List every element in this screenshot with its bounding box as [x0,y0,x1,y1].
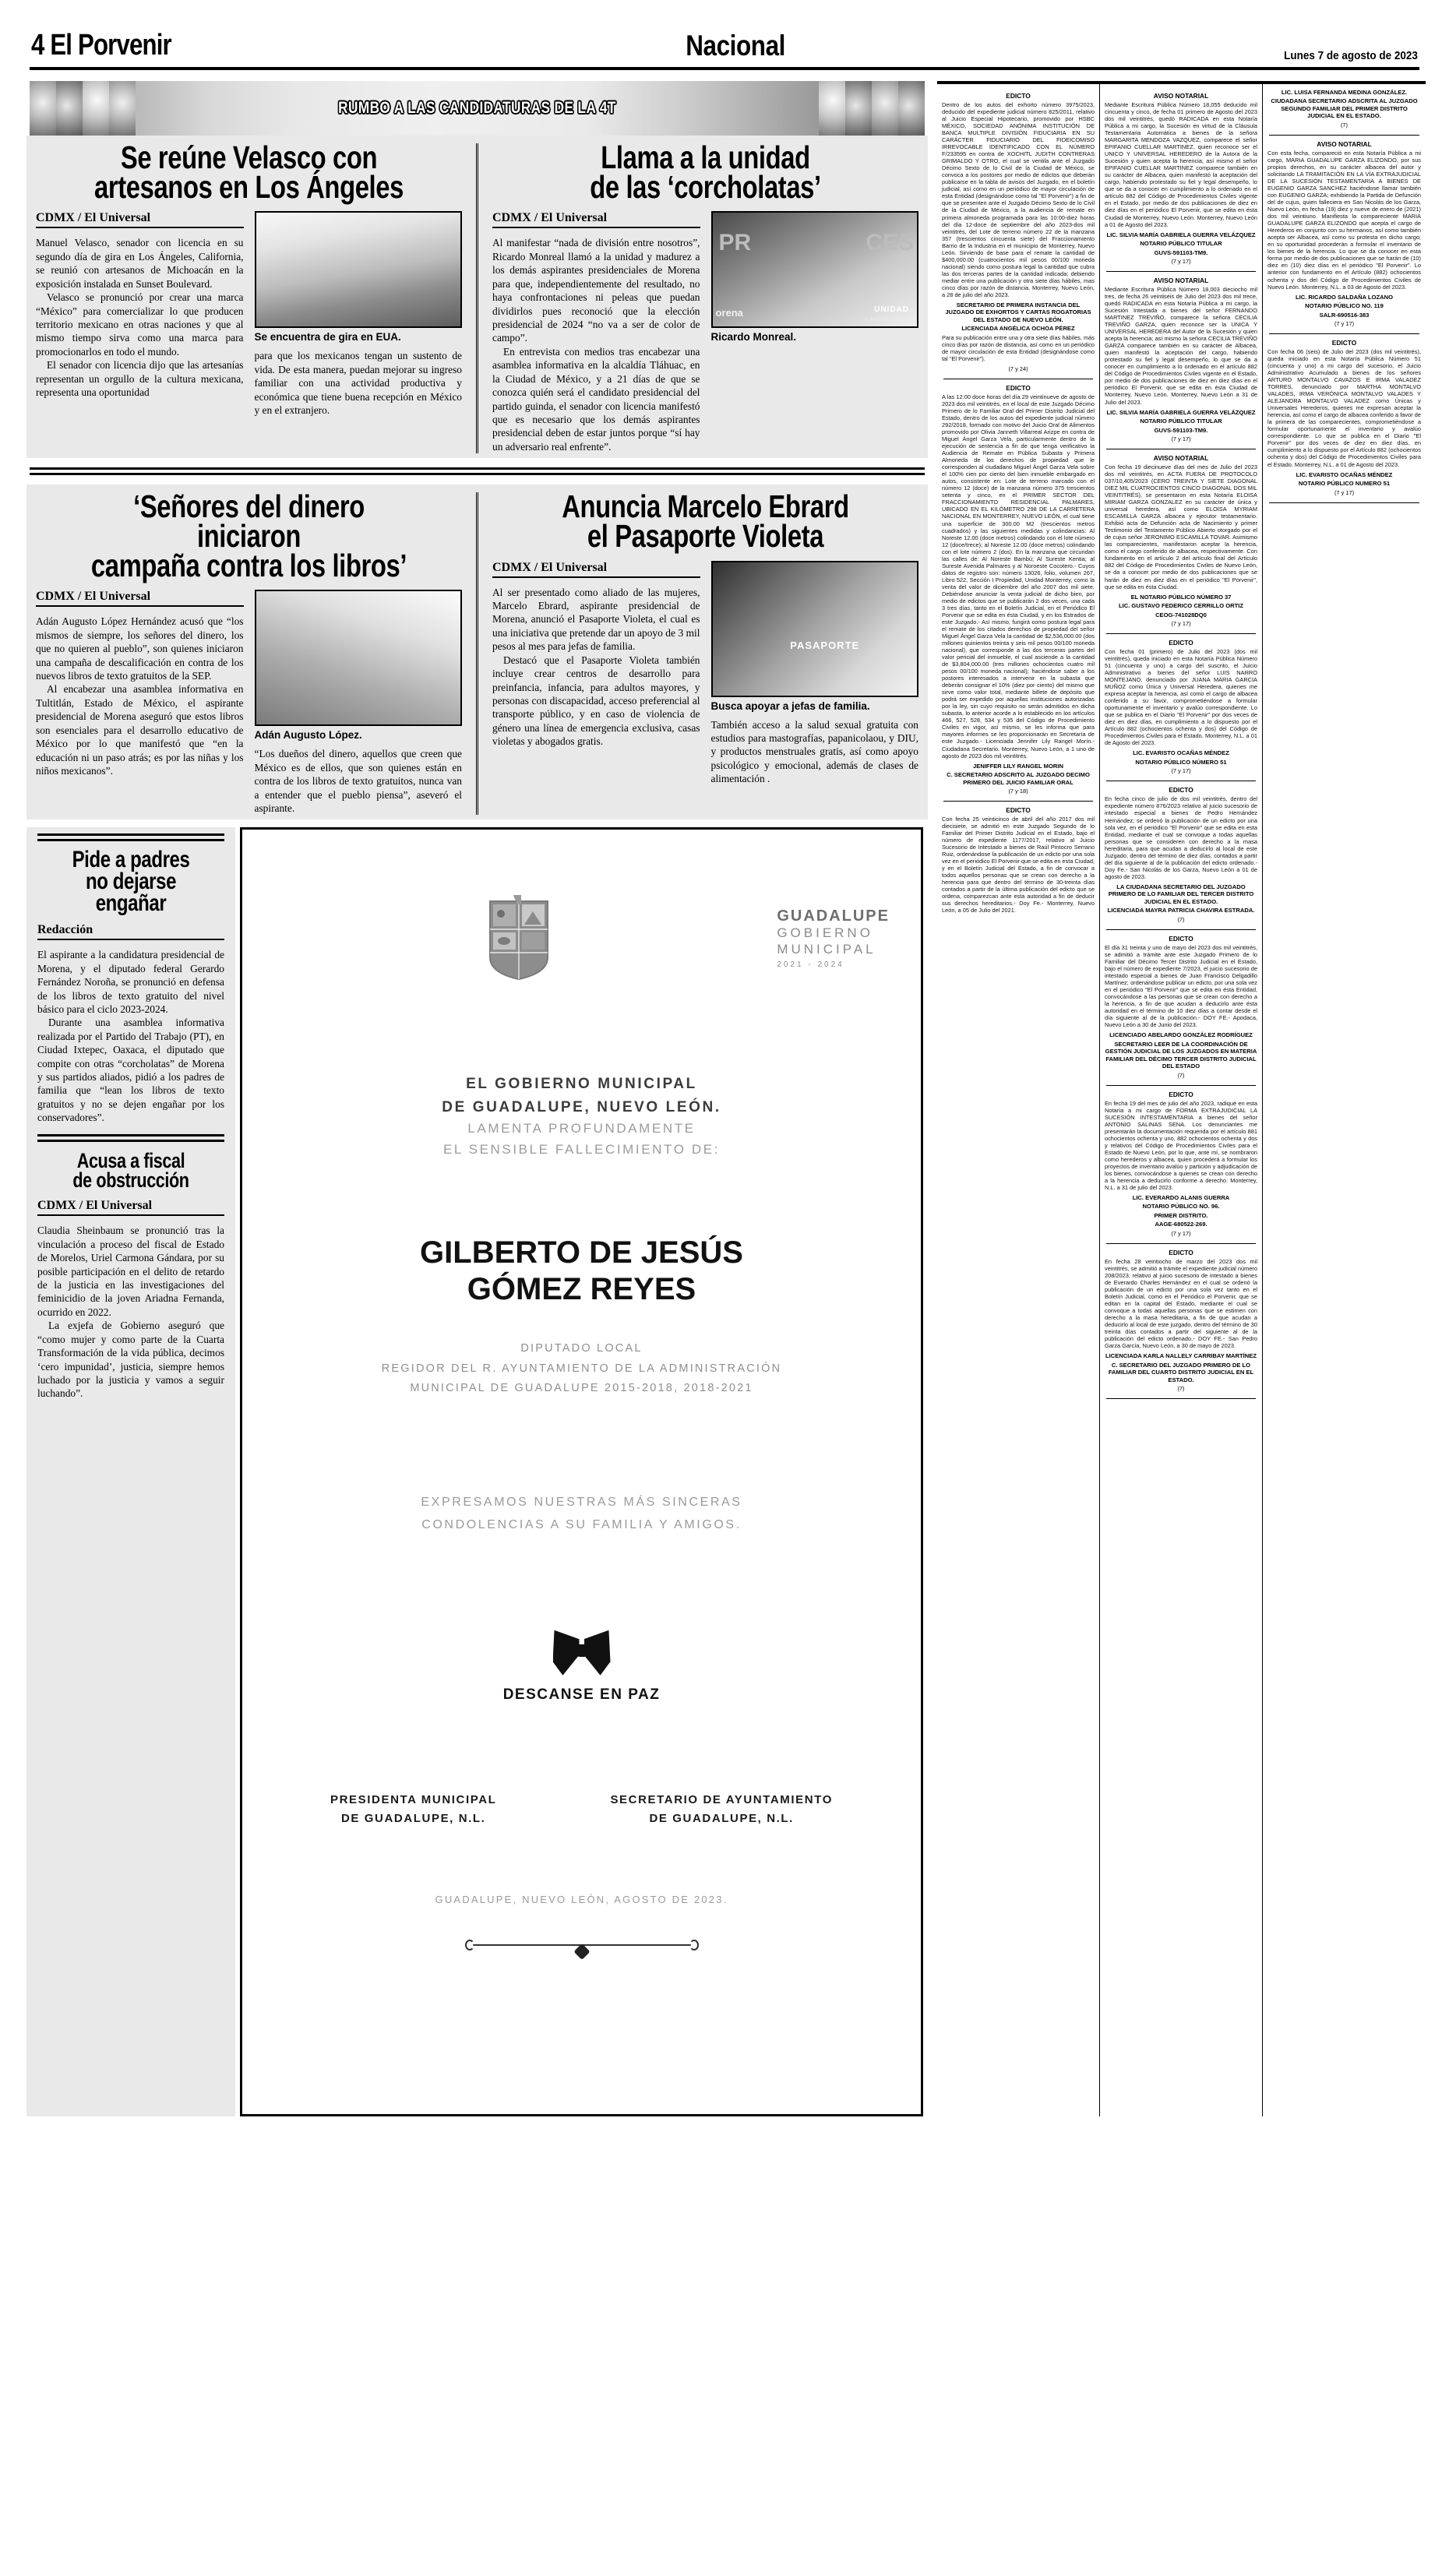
legal-notice-divider [1269,502,1419,503]
column-divider [476,143,478,453]
legal-notice-signatory: LIC. EVARISTO OCAÑAS MÉNDEZ [1133,749,1229,757]
legal-notice-signatory: NOTARIO PÚBLICO NO. 119 [1305,302,1384,310]
headline-padres: Pide a padres no dejarse engañar [72,847,190,916]
deceased-role-3: MUNICIPAL DE GUADALUPE 2015-2018, 2018-2021 [410,1382,753,1395]
legal-notice-signatory: LICENCIADA ANGÉLICA OCHOA PÉREZ [961,325,1075,333]
news-column [26,81,928,2116]
byline-padres: Redacción [37,923,224,940]
photo-text: PR [718,230,752,256]
legal-notice-heading: EDICTO [1169,786,1193,795]
legal-notice-heading: EDICTO [1331,339,1357,347]
stories-row-2 [26,485,928,819]
article-libros [33,488,471,815]
logo-line-2: GOBIERNO [777,925,873,941]
legal-notice-signatory: CIUDADANA SECRETARIO ADSCRITA AL JUZGADO SEGUNDO FAMILIAR DEL PRIMER DISTRITO JUDICIAL EN EL ESTADO. [1271,97,1418,120]
legal-notice-heading: EDICTO [1169,934,1193,943]
obituary-advertisement-wrap [235,827,928,2116]
article-paragraph: Velasco se pronunció por crear una marca “México” para comercializar lo que producen territorio mexicano en otras naciones y que al mismo tiempo sirva como una marca para promocionarlos en todo el mundo. [36,291,244,358]
obituary-signatures [273,1791,890,1828]
article-fiscal [37,1148,224,1401]
page-body [26,81,1423,2116]
legal-notice-signatory: SECRETARIO LEER DE LA COORDINACIÓN DE GESTIÓN JUDICIAL DE LOS JUZGADOS EN MATERIA FAMILIAR DEL DÉCIMO TERCER DISTRITO JUDICIAL DEL ESTADO [1105,1040,1257,1070]
photo-overlay [713,213,918,326]
legal-notice-divider [1106,633,1256,634]
legal-notice-signatory: LIC. EVARISTO OCAÑAS MÉNDEZ [1296,470,1393,478]
photo-monreal [711,211,919,328]
logo-line-3: MUNICIPAL [777,942,876,957]
legal-notice-heading: EDICTO [1006,92,1031,100]
legal-notice-divider [1106,1085,1256,1086]
deceased-role-2: REGIDOR DEL R. AYUNTAMIENTO DE LA ADMINISTRACIÓN [381,1362,782,1375]
coat-of-arms-icon [485,895,552,981]
article-ebrard [483,488,922,815]
deceased-name [273,1235,890,1308]
photo-text: Y MOVILIZACIÓN [864,317,912,323]
issue-date: Lunes 7 de agosto de 2023 [1284,49,1418,62]
legal-notice-signatory: NOTARIO PÚBLICO NUMERO 51 [1298,480,1391,488]
legal-notice-divider [1269,135,1419,136]
legal-notice-publication-dates: (7 y 17) [1171,258,1191,266]
signature-right-line-2: DE GUADALUPE, N.L. [649,1811,794,1825]
legal-notice-body: Para su publicación entre una y otra siete días hábiles, más cinco días por razón de distancia, así como en un periódico de mayor circulación de esta Entidad (designándose como tal "El Porvenir"). [942,333,1095,362]
legal-notice-signatory: GUVS-591103-TM9. [1154,248,1208,256]
signature-left [330,1791,496,1828]
obituary-advertisement [240,827,923,2116]
article-paragraph: La exjefa de Gobierno aseguró que “como mujer y como parte de la Cuarta Transformación de la vida pública, decimos ‘cero impunidad’, justicia, siempre hemos luchado por la justicia y vamos a seguir luchando”. [37,1320,224,1400]
deceased-name-line-2: GÓMEZ REYES [467,1272,696,1307]
rest-in-peace-text: DESCANSE EN PAZ [502,1686,661,1703]
article-paragraph: Manuel Velasco, senador con licencia en su segundo día de gira en Los Ángeles, California, se reunió con artesanos de Michoacán en la exposición instalada en Sunset Boulevard. [36,237,244,290]
legal-notice-body: Dentro de los autos del exhorto número 3975/2023, deducido del expediente judicial número 825/2011, relativo al Juicio Especial Hipotecario, promovido por HSBC MÉXICO, SOCIEDAD ANÓNIMA INSTITUCIÓN DE BANCA MULTIPLE DIVISIÓN FIDUCIARIA EN SU CARÁCTER FIDUCIARIO DEL FIDEICOMISO IRREVOCABLE IDENTIFICADO CON EL NÚMERO F/233595 en contra de XOCHITL JUDITH CONTRERAS GRIMALDO Y OTRO, el cual se ventila ante el Juzgado Décimo Sexto de lo Civil de la Ciudad de México, se convoca a los postores por medio de edictos que deberán publicarse en la tabla de avisos del Juzgado, en el boletín judicial, así como en un periódico de mayor circulación de esta Entidad (designándose como tal "El Porvenir") a fin de que se presenten ante el Juzgado Décimo Sexto de lo Civil de la Ciudad de México, a la audiencia de remate en primera almoneda programada para las 10:00-diez horas del día 12-doce de septiembre del año 2023-dos mil veintitrés, del Lote de terreno número 22 de la manzana 357 (trescientos cincuenta siete) del Fraccionamiento Barrio de la Industria en el municipio de Monterrey, Nuevo León. Sirviendo de base para el remate la cantidad de $400,000.00 (cuatrocientos mil pesos 00/100 moneda nacional) siendo como postura legal la cantidad que cubra las dos terceras partes de la cantidad indicada; debiendo mediar entre una publicación y otra siete días hábiles, mas cinco días por razón de distancia. Monterrey, Nuevo León, a 28 de julio del año 2023. [942,101,1095,298]
obituary-place-date: GUADALUPE, NUEVO LEÓN, AGOSTO DE 2023. [435,1893,728,1905]
deceased-role-1: DIPUTADO LOCAL [520,1342,643,1355]
article-paragraph: También acceso a la salud sexual gratuita con estudios para mastografías, papanicolaou, y DIU, y productos menstruales gratis, así como apoyo psicológico y emocional, además de clases de alimentación . [710,718,918,785]
article-paragraph: Al ser presentado como aliado de las mujeres, Marcelo Ebrard, aspirante presidencial de Morena, anunció el Pasaporte Violeta, el cual es una iniciativa que pretende dar un apoyo de 3 mil pesos al mes para jefas de familia. [492,586,700,653]
legal-notice-signatory: NOTARIO PÚBLICO NÚMERO 51 [1135,758,1227,766]
article-paragraph: para que los mexicanos tengan un sustento de vida. De esta manera, puedan mejorar su ingreso familiar con una actividad productiva y económica que tiene buena recepción en México y en el extranjero. [254,350,462,417]
legal-notice-publication-dates: (7 y 17) [1171,620,1191,628]
legal-notice-publication-dates: (7) [1177,915,1185,923]
article-paragraph: El aspirante a la candidatura presidencial de Morena, y el diputado federal Gerardo Fernández Noroña, se pronunció en defensa de los libros de texto gratuito del nivel básico para el ciclo 2023-2024. [37,949,224,1015]
legal-notice-heading: AVISO NOTARIAL [1153,92,1209,100]
signature-right-line-1: SECRETARIO DE AYUNTAMIENTO [610,1792,833,1806]
legal-notice-signatory: NOTARIO PÚBLICO NO. 96. [1142,1203,1220,1210]
legal-notice-signatory: LIC. SILVIA MARÍA GABRIELA GUERRA VELÁZQUEZ [1106,408,1256,416]
byline-ebrard: CDMX / El Universal [492,561,700,578]
headline-velasco: Se reúne Velasco con artesanos en Los Ángeles [94,139,404,205]
legal-notice-heading: EDICTO [1006,806,1031,815]
photo-overlay [713,562,918,696]
article-paragraph: Durante una asamblea informativa realizada por el Partido del Trabajo (PT), en Ciudad Ixtepec, Oaxaca, el diputado que compite con otras “corcholatas” de Morena y sus partidos aliados, pidió a los padres de familia que “lean los libros de texto gratuitos y no se dejen engañar por los conservadores”. [37,1017,224,1124]
legal-notice-signatory: LICENCIADO ABELARDO GONZÁLEZ RODRÍGUEZ [1109,1031,1253,1039]
signature-right [610,1791,833,1828]
legal-notice-publication-dates: (7 y 17) [1171,767,1191,775]
logo-line-4: 2021 - 2024 [777,960,844,969]
legal-notice-signatory: C. SECRETARIO DEL JUZGADO PRIMERO DE LO FAMILIAR DEL CUARTO DISTRITO JUDICIAL EN EL ESTADO. [1108,1361,1254,1383]
legal-notice-signatory: LICENCIADA MAYRA PATRICIA CHAVIRA ESTRADA. [1107,907,1255,914]
sidebar-articles [26,827,235,2116]
legal-notice-signatory: CEOG-741028DQ0 [1155,611,1207,618]
legal-notice-divider [943,801,1093,802]
flourish-ornament-icon [465,1936,699,1968]
legal-notice-signatory: AAGE-680522-269. [1155,1221,1208,1228]
legal-notice-publication-dates: (7 y 17) [1334,320,1355,328]
legal-notice-publication-dates: (7 y 17) [1334,488,1355,496]
headline-ebrard: Anuncia Marcelo Ebrard el Pasaporte Violeta [562,488,849,554]
legal-notice-body: En fecha 19 del mes de julio del año 2023, radiqué en esta Notaría a mi cargo de FORMA EXTRAJUDICIAL LA SUCESIÓN INTESTAMENTARIA a bienes del señor ANTONIO SALINAS SENA. Los denunciantes me presentarán la documentación requerida por el artículo 881 ochocientos ochenta y uno, 882 ochocientos ochenta y dos y relativos del Código de Procedimientos Civiles para el Estado de Nuevo León, por lo que, ante mí, se nombraron como herederos y albacea, quien procederá a formular los proyectos de inventario avalúo y partición y adjudicación de los bienes, convocándose a quienes se crean con derecho a la herencia a deducirlo conforme a derecho. Monterrey, N.L. a 31 de julio del 2023. [1105,1099,1257,1191]
byline-libros: CDMX / El Universal [36,590,244,607]
legal-notice-body: Con fecha 01 (primero) de Julio del 2023 (dos mil veintitrés), queda iniciado en esta Notaría Pública Número 51 (cincuenta y uno) a cargo del suscrito, el Juicio Administrativo a bienes del señor LUIS NARRO MONTEJANO, denunciado por JUANA MARIA GARCIA MUÑOZ como Única y Universal Heredera, quienes me expresa aceptar la herencia, así como el cargo de albacea conferido a su favor, comprometiéndose a formular oportunamente el inventario y avalúo correspondiente. Lo que se publica en el Diario "El Porvenir" por dos veces de diez en diez días, en cumplimiento a lo dispuesto por el Artículo 882 (ochocientos ochenta y dos) del Código de Procedimientos Civiles para el Estado. Monterrey, N.L. a 01 de Agosto del 2023. [1105,648,1257,747]
photo-text: orena [715,307,743,319]
legal-notice-heading: AVISO NOTARIAL [1317,139,1372,148]
legal-notice-body: A las 12:00 doce horas del día 29 veintinueve de agosto de 2023 dos mil veintitrés, en el local de este Juzgado Décimo Primero de lo Familiar Oral del Primer Distrito Judicial del Estado, dentro de los autos del expediente judicial número 292/2018, formado con motivo del Juicio Oral de Alimentos promovido por Olivia Janneth Villarreal Arizpe en contra de Miguel Ángel Garza Vela, particularmente dentro de la ejecución de sentencia a fin de que tenga verificativo la Audiencia de Remate en Pública Subasta y Primera Almoneda de los derechos de propiedad que le corresponden al ciudadano Miguel Ángel Garza Vela sobre el 100% cien por ciento del bien inmueble embargado en autos, consistente en: Lote de terreno marcado con el número 12 (doce) de la manzana número 375 trescientos setenta y cinco, en el PRIMER SECTOR DEL FRACCIONAMIENTO RESIDENCIAL PALMARES, UBICADO EN EL KILÓMETRO 298 DE LA CARRETERA NACIONAL EN MONTERREY, NUEVO LEÓN, el cual tiene una superficie de 300.00 M2 (trescientos metros cuadrados) y las siguientes medidas y colindancias: Al Noreste 12.00 (doce metros) colindando con el lote número 12 (doce/trece); al Noreste 12.00 (doce metros) colindando con el lote número 2 (dos). En la manzana que circundan las calles de: Al Noreste Bambú; Al Sureste Kentia; al Sureste Avenida Palmares y al Noroeste Cocotero.- Cuyos datos de registro son: número 13026, folio, volumen 267, Libro 522, Sección I Propiedad, Unidad Monterrey, como la venta del valor de diciembre del año 2007 dos mil siete. Debiéndose anunciar la venta judicial de dicho bien, por medio de edictos que se publicarán 2 dos veces, una cada 3 tres días, tanto en el Boletín Judicial, en el Periódico El Porvenir que se edita en ésta Ciudad, y en los Estrados de este Juzgado.- Así mismo, fungirá como postura legal para el remate de los citados derechos de propiedad del señor Miguel Ángel Garza Vela la cantidad de $2,536,000.00 (dos millones quinientos treinta y seis mil pesos 00/100 moneda nacional), que corresponde a las dos terceras partes del valor pericial del inmueble, el cual asciende a la cantidad de $3,804,000.00 (tres millones ochocientos cuatro mil pesos 00/100 moneda nacional); haciéndose saber a los postores interesados a intervenir en la subasta que deberán consignar el 10% (diez por ciento) del mismo que sirve como valor total, mediante billete de depósito que podrá ser expedido por aquellas instituciones autorizadas por la ley, sin cuyo requisito no serán admitidos en dicha subasta, lo anterior acorde a lo establecido en los artículos 466, 527, 528, 534 y 535 del Código de Procedimiento Civiles en vigor, así mismo, se les informa que para mayores informes se les proporcionarán en Secretaría de este Juzgado.- Licenciada Jennifer Lily Rangel Morín.-Ciudadana Secretario. Monterrey, Nuevo León, a 1 uno de agosto de 2023 dos mil veintitrés. [942,393,1095,759]
photo-text: PASAPORTE [790,639,860,651]
column-divider [476,492,478,815]
guadalupe-logo-text [777,907,890,970]
photo-caption: Busca apoyar a jefas de familia. [710,700,870,712]
legal-notice-signatory: GUVS-591103-TM9. [1154,426,1208,434]
legal-notice-divider [1106,1243,1256,1244]
masthead [26,22,1423,62]
section-separator [37,1134,224,1142]
legal-notice-heading: EDICTO [1006,383,1031,392]
guadalupe-logo [273,895,890,981]
legal-notice-signatory: PRIMER DISTRITO. [1154,1211,1208,1219]
article-paragraph: Claudia Sheinbaum se pronunció tras la vinculación a proceso del fiscal de Estado de Morelos, Uriel Carmona Gándara, por su posible participación en el delito de retardo de la justicia en las investigaciones del feminicidio de la joven Ariadna Fernanda, ocurrido en 2022. [37,1225,224,1318]
photo-caption: Se encuentra de gira en EUA. [254,331,401,344]
legal-notice-divider [1106,271,1256,272]
legal-notice-divider [1106,1398,1256,1399]
lower-section [26,827,928,2116]
obituary-lead-line-1: EL GOBIERNO MUNICIPAL [466,1076,697,1093]
legal-notice-body: Con fecha 06 (seis) de Julio del 2023 (dos mil veintitrés), queda iniciado en esta Notaría Pública Número 51 (cincuenta y uno) a mi cargo del sucesorio, el Juicio Administrativo Acumulado a bienes de los señores ARTURO MONTALVO CAVAZOS E IRMA VALADEZ TORRES, denunciado por MARTHA MONTALVO VALADES, IRMA VERÓNICA MONTALVO VALADES Y ALEJANDRA MONTALVO VALADEZ como Únicas y Universales Herederos, quienes me expresan aceptar la herencia, así como el cargo de albacea conferido a favor de la primera de las comparecientes, comprometiéndose a formular oportunamente el inventario y avalúo correspondiente. Lo que se publica en el Diario "El Porvenir" por dos veces de diez en diez días, en cumplimiento a lo dispuesto por el Artículo 882 (ochocientos ochenta y dos) del Código de Procedimientos Civiles para el Estado. Monterrey, N.L. a 01 de Agosto del 2023. [1267,348,1421,468]
logo-line-1: GUADALUPE [777,907,890,925]
byline-fiscal: CDMX / El Universal [37,1199,224,1216]
article-paragraph: “Los dueños del dinero, aquellos que creen que México es de ellos, que son quienes están en contra de los libros de texto gratuitos, nunca van a entender que el pueblo piensa”, aseveró el aspirante. [254,748,462,815]
legal-notice-publication-dates: (7 y 24) [1008,365,1028,372]
legal-notice-signatory: LIC. GUSTAVO FEDERICO CERRILLO ORTIZ [1118,602,1244,610]
condolences-line-2: CONDOLENCIAS A SU FAMILIA Y AMIGOS. [421,1518,742,1532]
legal-notice-divider [1269,333,1419,334]
legal-notice-signatory: LIC. LUISA FERNANDA MEDINA GONZÁLEZ. [1281,89,1408,96]
article-monreal [483,139,922,453]
photo-caption: Ricardo Monreal. [710,331,797,344]
photo-text: CES [866,230,914,256]
legal-notice-divider [1106,929,1256,930]
article-padres [37,849,224,1124]
obituary-lead-line-3: LAMENTA PROFUNDAMENTE [467,1121,696,1136]
legal-notice-body: Con esta fecha, compareció en esta Notaría Pública a mi cargo, MARIA GUADALUPE GARZA ELIZONDO, por sus propios derechos, en su carácter albacea del autor y solicitando LA TRAMITACIÓN EN LA VÍA EXTRAJUDICIAL DE LA SUCESIÓN TESTAMENTARIA A BIENES DE EUGENIO GARZA SANCHEZ haciéndose llamar también con EUGENIO GARZA; exhibiendo la Partida de Defunción del de cujus, quien falleciera en San Nicolás de los Garza, Nuevo León, en fecha (19) diez y nueve de enero de (2021) dos mil veintiuno. Manifiesta la compareciente MARIA GUADALUPE GARZA ELIZONDO que acepta el cargo de Herederos en conjunto con su hermanos, así como también acepta ser Albacea, así como su protesta en dicho cargo; en su oportunidad procederán a formular el inventario de los bienes de la herencia. Lo que se da conocer en esta forma por medio de dos publicaciones que se harán de (10) diez en (10) diez días en el periódico "El Porvenir". Lo anterior con fundamento en el Artículo (882) ochocientos ochenta y dos del Código de Procedimientos Civiles de Nuevo León. Monterrey, N.L. a 03 de Agosto del 2023. [1267,149,1421,291]
legal-notice-publication-dates: (7) [1340,121,1349,129]
legal-notice-signatory: LA CIUDADANA SECRETARIO DEL JUZGADO PRIMERO DE LO FAMILIAR DEL TERCER DISTRITO JUDICIAL EN EL ESTADO. [1108,883,1254,905]
legal-notice-heading: AVISO NOTARIAL [1153,277,1209,285]
photo-velasco [255,211,463,328]
legal-notice-body: Con fecha 25 veinticinco de abril del año 2017 dos mil diecisiete, se admitió en este Juzgado Segundo de lo Familiar del Primer Distrito Judicial en el Estado, bajo el número de expediente 1177/2017, relativo al Juicio Sucesorio de Intestado a bienes de Raúl Pintocro Serrano Ruiz, ordenándose la publicación de un edicto por una sola vez en el periódico El Porvenir que se edita en esta Ciudad, y en el Boletín Judicial del Estado, a fin de convocar a todos aquellos personas que se crean con derecho a la herencia para que dentro del término de 30-treinta días contados a partir de la última publicación del edicto que se ordena, comparezcan ante esta autoridad a fin de deducir sus derechos hereditarios.- Doy Fe.- Monterrey, Nuevo León, a 05 de Julio del 2021. [942,816,1095,914]
legal-notice-publication-dates: (7) [1177,1071,1185,1079]
byline-monreal: CDMX / El Universal [492,211,700,228]
headline-monreal: Llama a la unidad de las ‘corcholatas’ [590,139,821,205]
legal-notice-signatory: LIC. EVERARDO ALANIS GUERRA [1132,1193,1230,1201]
legal-notice-body: Mediante Escritura Pública Número 18,003 dieciocho mil tres, de fecha 26 veintiséis de Julio del 2023 dos mil trece, quedó RADICADA en esta Notaría Pública a mi cargo, la Sucesión Intestada a bienes del señor FERNANDO MARTINEZ TREVIÑO, comparece la señora CECILIA TREVIÑO GARZA, quien reconoce ser la UNICA Y UNIVERSAL HEREDERA del Autor de la Sucesión y quien acepta la herencia; así mismo la señora CECILIA TREVIÑO GARZA comparece también en su carácter de Albacea, quien manifestó la aceptación del cargo, habiendo protestado su fiel y legal desempeño, lo que se da a conocer en cumplimiento a lo ordenado en el artículo 882 del Código de Procedimientos Civiles vigente en el Estado, por medio de dos publicaciones de diez en diez días en el periódico El Porvenir, que se edita en ésta Ciudad de Monterrey, Nuevo León. Monterrey, Nuevo León a 31 de Julio del 2023. [1105,286,1257,406]
condolences-line-1: EXPRESAMOS NUESTRAS MÁS SINCERAS [421,1495,742,1509]
banner-label: RUMBO A LAS CANDIDATURAS DE LA 4T [338,99,616,117]
deceased-roles [273,1339,890,1398]
legal-notice-publication-dates: (7 y 17) [1171,1229,1191,1237]
article-paragraph: Adán Augusto López Hernández acusó que “los mismos de siempre, los señores del dinero, los que no quieren al pueblo”, son quienes iniciaron una campaña de descalificación en contra de los nuevos libros de texto gratuitos de la SEP. [36,615,244,682]
legal-notice-body: Mediante Escritura Pública Número 18,055 deducido mil cincuenta y cinco, de fecha 01 primero de Agosto del 2023 dos mil veintitrés, quedó RADICADA en esta Notaría Pública a mi cargo, la Sucesión en virtud de la Cláusula Testamentaria Automática a bienes de la señora MARGARITA MENDOZA VAZQUEZ, comparece el señor EPIFANIO CUELLAR MARTINEZ, quien reconoce ser el UNICO Y UNIVERSAL HEREDERO de la Autora de la Sucesión y quien acepta la herencia; así mismo el señor EPIFANIO CUELLAR MARTINEZ comparece también en su carácter de Albacea, quien manifestó la aceptación del cargo, habiendo protestado su fiel y legal desempeño, lo que se da a conocer en cumplimiento a lo ordenado en el artículo 882 del Código de Procedimientos Civiles vigente en el Estado, por medio de dos publicaciones de diez en diez días en el periódico El Porvenir, que se edita en ésta Ciudad de Monterrey, Nuevo León. Monterrey, Nuevo León a 01 de Agosto del 2023. [1105,101,1257,228]
legal-notice-body: En fecha 28 veintiocho de marzo del 2023 dos mil veintitrés, se admitió a trámite el expediente judicial número 208/2023, relativo al juicio sucesorio de intestado a bienes de Everardo Charles Hernández en el cual se ordenó la publicación de un edicto por una sola vez tanto en el Boletín Judicial, como en el Periódico el Porvenir, que se editan en la capital del Estado, mediante el cual se convoque a todas aquellas personas que se estimen con derecho a la masa hereditaria, a fin de que acudan a deducirlo al local de este juzgado, dentro del término de 30 treinta días contados a partir del siguiente al de la publicación del edicto ordenado.- DOY FE.- San Pedro Garza García, Nuevo León, a 30 de mayo de 2023. [1105,1257,1257,1350]
deceased-name-line-1: GILBERTO DE JESÚS [420,1235,743,1270]
masthead-rule [30,67,1419,70]
legal-notice-body: Con fecha 19 diecinueve días del mes de Julio del 2023 dos mil veintitrés, en ACTA FUERA DE PROTOCOLO 037/10,405/2023 (CERO TREINTA Y SIETE DIAGONAL DIEZ MIL CUATROCIENTOS CINCO DIAGONAL DOS MIL VEINTITRÉS), se presentaron en esta Notaría ELOISA MIRIAM GARZA GONZALEZ en su carácter de única y universal heredera, así como ELOISA MYRIAM ESCAMILLA GARZA albacea y ejecutor testamentario. Exhibió acta de Defunción acta de Nacimiento y primer Testimonio del Testamento Público Abierto otorgado por el de cujus señor JERONIMO ESCAMILLA TOVAR. Asimismo las comparecientes, manifestaron aceptar la herencia, como el cargo conferido de albacea, respectivamente. Con fundamento en el artículo 2 del artículo final del Artículo 882 del Código de Procedimientos Civiles de Nuevo León, se da a conocer por medio de dos publicaciones que se harán de diez en diez días en el periódico "El Porvenir", que se edita en ésta Ciudad. [1105,463,1257,590]
headline-fiscal: Acusa a fiscal de obstrucción [72,1148,189,1192]
stories-row-1 [26,136,928,458]
legal-notice-publication-dates: (7 y 17) [1171,435,1191,442]
section-title: Nacional [686,30,786,62]
legal-notice-signatory: SALR-690516-383 [1319,311,1370,319]
photo-lopez [255,590,463,726]
photo-ebrard [711,561,919,697]
legal-notice-signatory: EL NOTARIO PÚBLICO NÚMERO 37 [1130,593,1232,601]
section-separator [30,467,925,475]
article-paragraph: Al encabezar una asamblea informativa en Tultitlán, Estado de México, el aspirante presidencial de Morena aseguró que estos libros son esenciales para el desarrollo educativo de México por lo que manifestó que “en la educación ni un paso atrás; es por las niñas y los niños mexicanos”. [36,683,244,777]
obituary-lead-line-4: EL SENSIBLE FALLECIMIENTO DE: [442,1141,721,1157]
legal-notices-section [937,81,1426,2116]
headline-libros: ‘Señores del dinero iniciaron campaña contra los libros’ [90,488,407,583]
legal-notices-column-2 [1100,81,1263,2116]
legal-notices-column-3 [1263,81,1426,2116]
legal-notice-heading: EDICTO [1169,1090,1193,1098]
article-paragraph: En entrevista con medios tras encabezar una asamblea informativa en la alcaldía Tláhuac, en la Ciudad de México, y a 21 días de que se conozca quién será el candidato presidencial del partido guinda, el senador con licencia manifestó que es necesario que los demás aspirantes presidencial deben de estar juntos porque “sí hay un adversario real enfrente”. [492,345,700,453]
section-separator [37,833,224,841]
legal-notice-signatory: NOTARIO PÚBLICO TITULAR [1140,240,1222,248]
legal-notice-heading: EDICTO [1169,639,1193,647]
article-paragraph: Al manifestar “nada de división entre nosotros”, Ricardo Monreal llamó a la unidad y madurez a los demás aspirantes presidenciales de Morena para que, independientemente del resultado, no haya confrontaciones ni peleas que puedan dividirlos pues reconoció que la elección presidencial de 2024 “no va a ser de color de campo”. [492,237,700,344]
photo-caption: Adán Augusto López. [254,729,362,742]
mourning-ribbon-icon [553,1630,611,1676]
legal-notice-signatory: NOTARIO PÚBLICO TITULAR [1140,418,1222,425]
byline-velasco: CDMX / El Universal [36,211,244,228]
article-velasco [33,139,471,453]
legal-notice-signatory: SECRETARIO DE PRIMERA INSTANCIA DEL JUZGADO DE EXHORTOS Y CARTAS ROGATORIAS DEL ESTADO DE NUEVO LEÓN. [945,301,1091,323]
legal-notice-body: El día 31 treinta y uno de mayo del 2023 dos mil veintitrés, se admitió a trámite ante este Juzgado Primero de lo Familiar del Décimo Tercer Distrito Judicial en el Estado, bajo el número de expediente 7/2023, el juicio sucesorio de intestado especial a bienes de Juan Francisco Delgadillo Martínez; ordenándose publicar un edicto, por una sola vez en el periódico "El Porvenir" que se edita en ésta Entidad, convocándose a las personas que se crean con derecho a la herencia, a fin de que acudan a deducirlo ante ésta autoridad en el término de 10 diez días a contar desde el día siguiente al de la publicación.- DOY FE.- Apodaca, Nuevo León a 30 de Junio del 2023. [1105,943,1257,1029]
legal-notice-heading: AVISO NOTARIAL [1153,454,1209,462]
section-banner [30,81,925,136]
legal-notices-column-1 [937,81,1100,2116]
legal-notice-signatory: LICENCIADA KARLA NALLELY CARRIBAY MARTÍNEZ [1105,1352,1257,1360]
legal-notice-signatory: JENIFFER LILY RANGEL MORIN [973,762,1063,770]
obituary-lead [273,1073,890,1160]
article-paragraph: Destacó que el Pasaporte Violeta también incluye crear centros de desarrollo para preinfancia, infancia, para adultos mayores, y personas con discapacidad, acceso preferencial al transporte público, y en caso de violencia de género una línea de emergencia exclusiva, casas violetas y abogados gratis. [492,654,700,748]
obituary-lead-line-2: DE GUADALUPE, NUEVO LEÓN. [442,1098,721,1115]
signature-left-line-1: PRESIDENTA MUNICIPAL [330,1792,497,1806]
legal-notice-body: En fecha cinco de julio de dos mil veintitrés, dentro del expediente número 876/2023 relativo al juicio sucesorio de intestado especial a bienes de Pedro Hernández Hernández; se ordenó la publicación de un edicto por una sola vez, en el periódico "El Porvenir" que se edita en esta Entidad, mediante el cual se convoque a todas aquellas personas que se consideren con derecho a la masa hereditaria, para que acudan a deducirlo al local de este Juzgado, dentro del término de diez días, contados a partir del día siguiente al de la publicación del edicto ordenado.- Doy Fe.- San Nicolás de los Garza, Nuevo León a 01 de agosto de 2023. [1105,795,1257,880]
legal-notice-heading: EDICTO [1169,1248,1193,1256]
page-title: 4 El Porvenir [31,29,171,62]
legal-notice-signatory: LIC. RICARDO SALDAÑA LOZANO [1295,293,1393,301]
article-paragraph: El senador con licencia dijo que las artesanías representan un orgullo de la cultura mexicana, representa una oportunidad [36,359,244,399]
legal-notice-publication-dates: (7) [1177,1385,1185,1393]
photo-text: UNIDAD [874,305,909,315]
legal-notice-publication-dates: (7 y 18) [1008,788,1028,795]
legal-notice-signatory: C. SECRETARIO ADSCRITO AL JUZGADO DECIMO PRIMERO DEL JUICIO FAMILIAR ORAL [947,771,1090,786]
legal-notice-signatory: LIC. SILVIA MARÍA GABRIELA GUERRA VELÁZQUEZ [1106,231,1256,238]
condolences-text [273,1491,890,1537]
signature-left-line-2: DE GUADALUPE, N.L. [340,1811,486,1825]
